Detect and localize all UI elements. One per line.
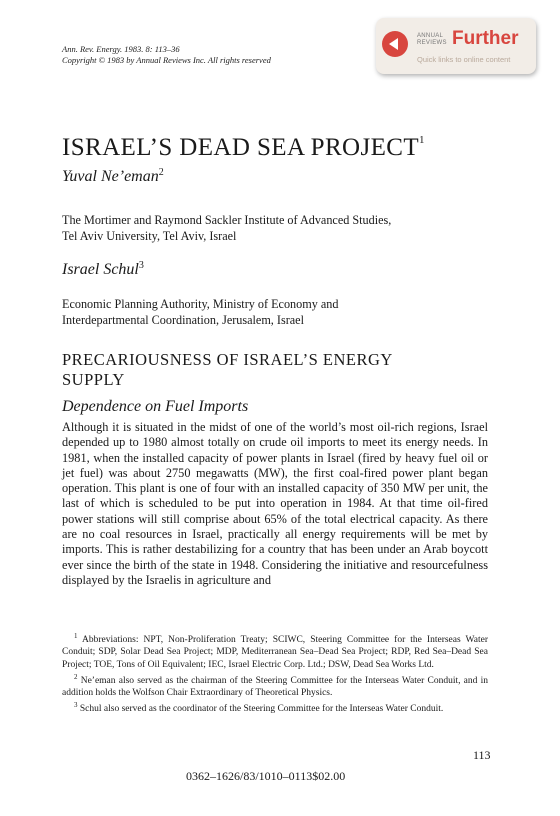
section-heading-line-2: SUPPLY xyxy=(62,370,125,389)
article-title xyxy=(62,134,425,162)
author-1-footnote-mark: 2 xyxy=(158,167,164,178)
footnote xyxy=(62,630,488,671)
further-word: Further xyxy=(452,28,519,49)
footnote xyxy=(62,699,488,715)
copyright-line: Copyright © 1983 by Annual Reviews Inc. All rights reserved xyxy=(62,55,271,65)
title-text: ISRAEL’S DEAD SEA PROJECT xyxy=(62,134,420,161)
journal-citation xyxy=(62,44,271,66)
affiliation-2-line-2: Interdepartmental Coordination, Jerusalem, Israel xyxy=(62,313,304,327)
author-affiliation xyxy=(62,212,492,244)
annual-reviews-logo xyxy=(417,33,447,47)
page-number: 113 xyxy=(473,748,491,762)
footnote xyxy=(62,671,488,700)
author-name xyxy=(62,260,144,279)
author-1-name: Yuval Ne’eman xyxy=(62,168,159,185)
further-tagline: Quick links to online content xyxy=(417,55,511,64)
section-heading xyxy=(62,350,462,390)
arrow-left-icon xyxy=(382,31,408,57)
footnote-mark: 3 xyxy=(74,701,78,710)
author-2-name: Israel Schul xyxy=(62,261,139,278)
affiliation-1-line-1: The Mortimer and Raymond Sackler Institute of Advanced Studies, xyxy=(62,213,392,227)
subsection-heading: Dependence on Fuel Imports xyxy=(62,398,249,415)
price-code: 0362–1626/83/1010–0113$02.00 xyxy=(186,769,346,783)
further-badge[interactable] xyxy=(376,18,536,74)
footnotes xyxy=(62,630,488,716)
footnote-text: Schul also served as the coordinator of the Steering Committee for the Interseas Water Conduit. xyxy=(77,704,444,715)
title-footnote-mark: 1 xyxy=(419,134,425,146)
footnote-mark: 2 xyxy=(74,672,78,681)
affiliation-2-line-1: Economic Planning Authority, Ministry of Economy and xyxy=(62,297,339,311)
author-2-footnote-mark: 3 xyxy=(138,260,144,271)
footnote-text: Ne’eman also served as the chairman of the Steering Committee for the Interseas Water Conduit, and in addition holds the Wolfson Chair Extraordinary of Theoretical Physics. xyxy=(62,675,488,699)
author-name xyxy=(62,167,164,186)
footnote-mark: 1 xyxy=(74,632,78,640)
section-heading-line-1: PRECARIOUSNESS OF ISRAEL’S ENERGY xyxy=(62,350,393,369)
affiliation-1-line-2: Tel Aviv University, Tel Aviv, Israel xyxy=(62,229,237,243)
footnote-text: Abbreviations: NPT, Non-Proliferation Treaty; SCIWC, Steering Committee for the Interseas Water Conduit; SDP, Solar Dead Sea Project; MDP, Mediterranean Sea–Dead Sea Project; RDP, Red Sea–Dead Sea Project; TOE, Tons of Oil Equivalent; IEC, Israel Electric Corp. Ltd.; DSW, Dead Sea Works Ltd. xyxy=(62,635,488,670)
logo-annual-text: ANNUAL xyxy=(417,33,444,39)
journal-citation-line: Ann. Rev. Energy. 1983. 8: 113–36 xyxy=(62,44,180,54)
author-affiliation xyxy=(62,296,492,328)
logo-reviews-text: REVIEWS xyxy=(417,40,447,46)
body-paragraph: Although it is situated in the midst of one of the world’s most oil-rich regions, Israel depended up to 1980 almost totally on crude oil imports to meet its energy needs. In 1981, when the installed capacity of power plants in Israel (fired by heavy fuel oil or jet fuel) was about 2750 megawatts (MW), the first coal-fired power plant began operation. This plant is one of four with an installed capacity of 350 MW per unit, the last of which is scheduled to be put into operation in 1984. At that time oil-fired power stations will still comprise about 65% of the total electrical capacity. As there are no coal resources in Israel, practically all energy requirements will be met by imports. This is rather destabilizing for a country that has been under an Arab boycott ever since the birth of the state in 1948. Considering the initiative and resourcefulness displayed by the Israelis in agriculture and xyxy=(62,420,488,587)
